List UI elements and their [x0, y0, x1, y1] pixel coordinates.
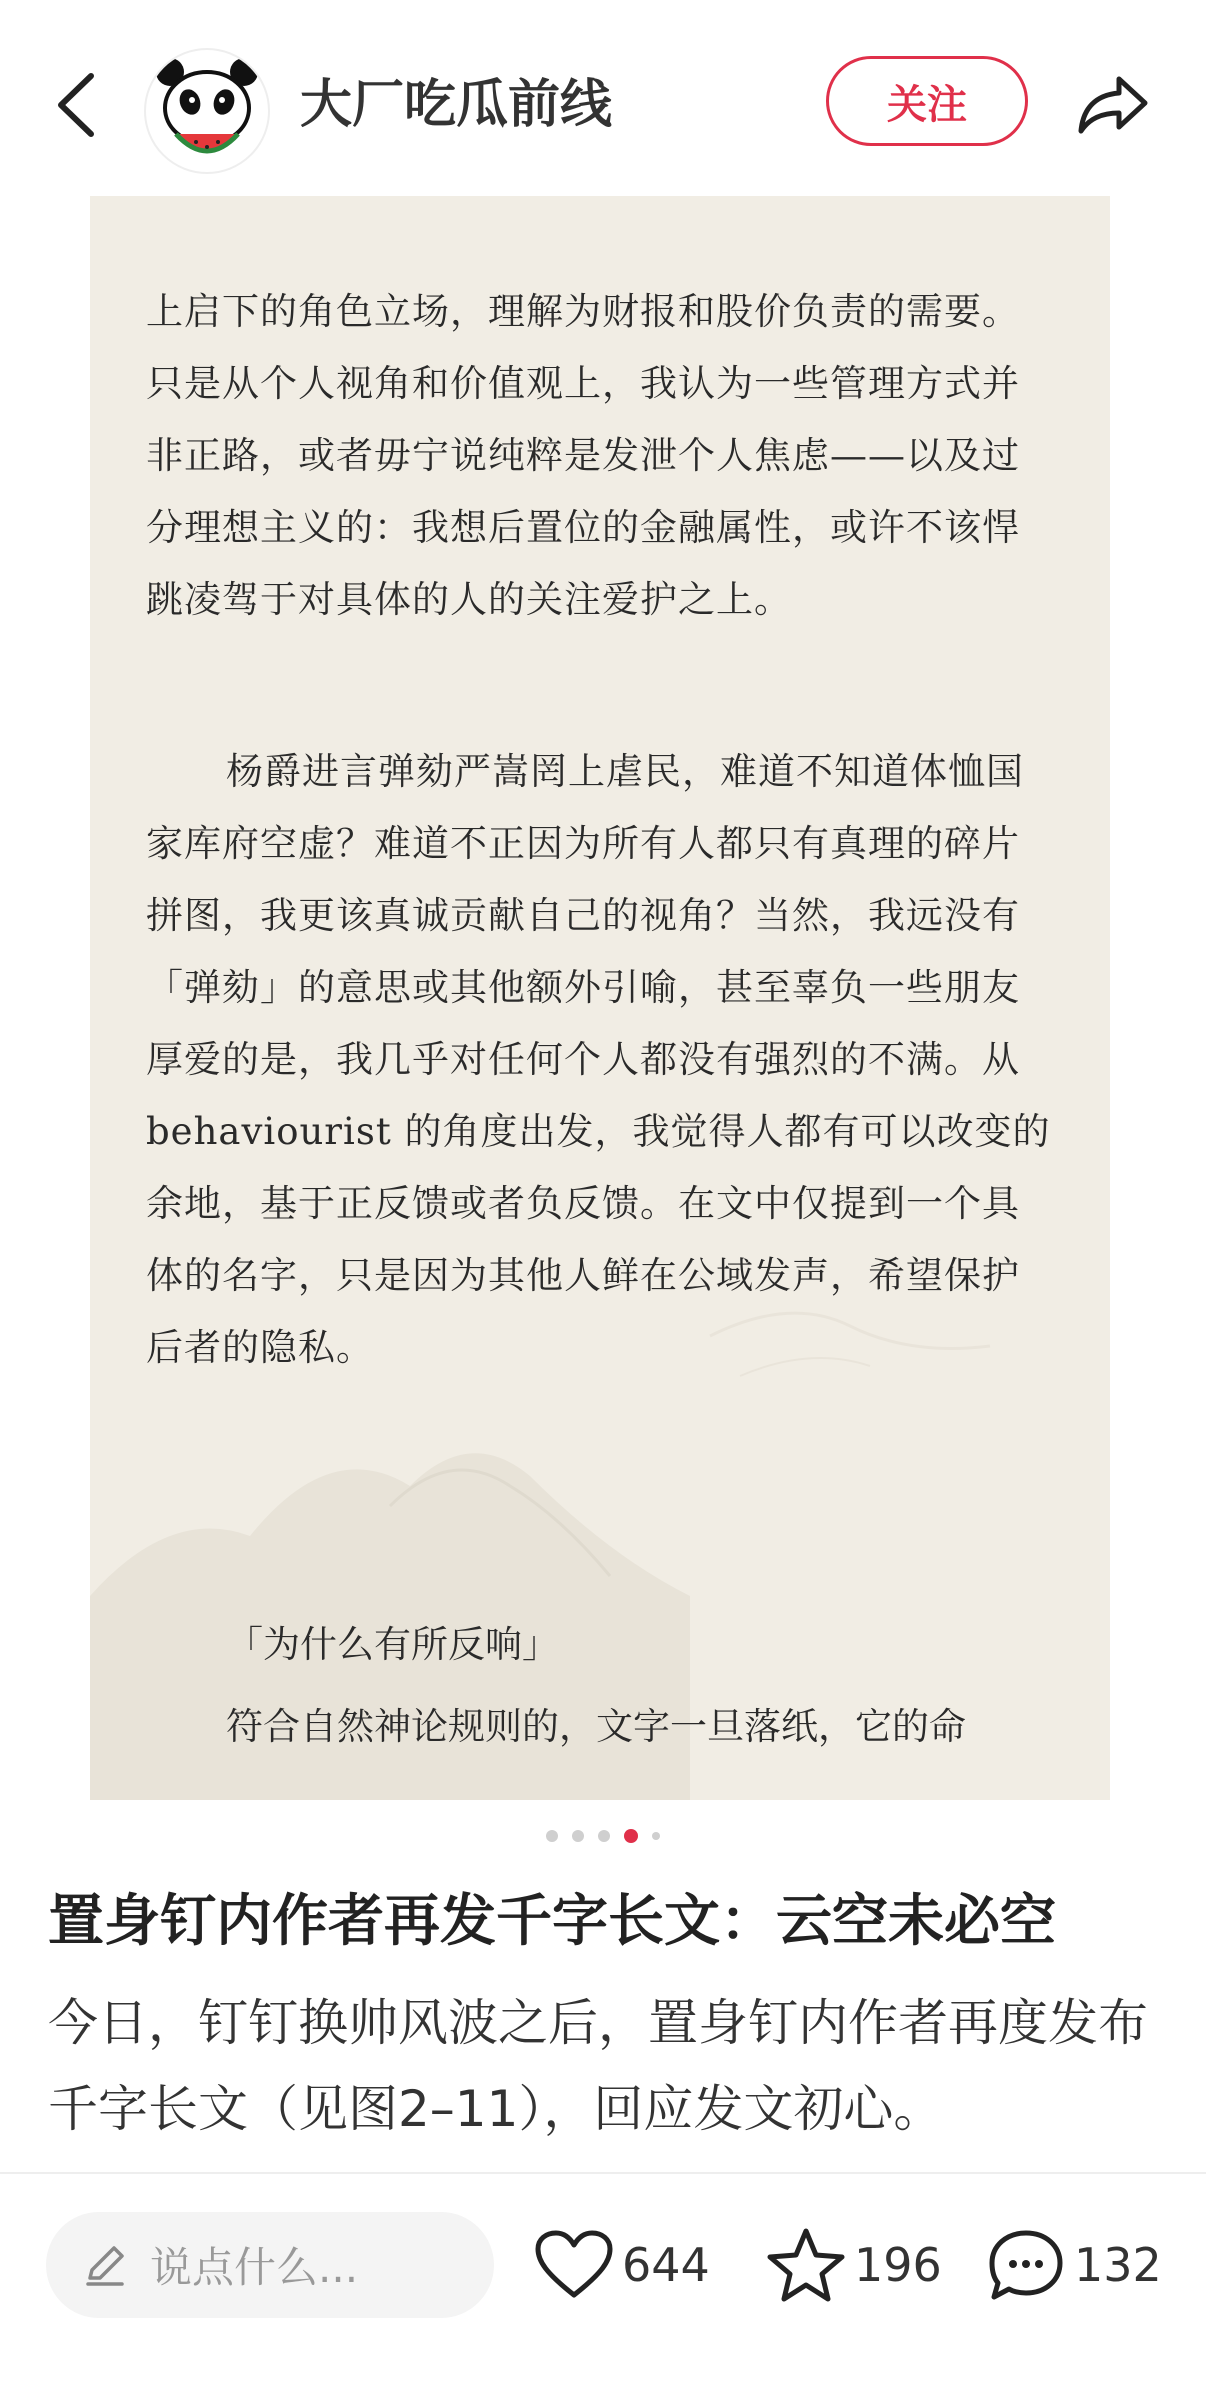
carousel-dot	[572, 1830, 584, 1842]
carousel-dot	[546, 1830, 558, 1842]
article-paragraph-3: 符合自然神论规则的，文字一旦落纸，它的命	[226, 1705, 966, 1748]
carousel-dot	[598, 1830, 610, 1842]
comment-placeholder: 说点什么...	[150, 2243, 359, 2292]
follow-button[interactable]: 关注	[826, 56, 1028, 146]
chevron-left-icon	[53, 70, 97, 140]
avatar[interactable]	[144, 48, 270, 174]
divider	[0, 2172, 1206, 2174]
like-button[interactable]	[534, 2212, 710, 2318]
comment-button[interactable]	[986, 2212, 1162, 2318]
comment-bubble-icon	[986, 2227, 1066, 2303]
comment-count: 132	[1074, 2238, 1162, 2292]
pencil-icon	[80, 2240, 130, 2290]
article-paragraph-2	[146, 736, 1056, 1384]
like-count: 644	[622, 2238, 710, 2292]
post-body: 今日，钉钉换帅风波之后，置身钉内作者再度发布千字长文（见图2–11），回应发文初心。	[48, 1994, 1148, 2138]
back-button[interactable]	[40, 60, 110, 150]
share-icon	[1075, 73, 1151, 137]
article-image[interactable]	[90, 196, 1110, 1800]
article-section-title: 「为什么有所反响」	[226, 1623, 559, 1666]
paragraph-text: 杨爵进言弹劾严嵩罔上虐民，难道不知道体恤国家库府空虚？难道不正因为所有人都只有真理的碎片拼图，我更该真诚贡献自己的视角？当然，我远没有「弹劾」的意思或其他额外引喻，甚至辜负一些朋友厚爱的是，我几乎对任何个人都没有强烈的不满。从 behaviourist 的角度出发，我觉得人都有可以改变的余地，基于正反馈或者负反馈。在文中仅提到一个具体的名字，只是因为其他人鲜在公域发声，希望保护后者的隐私。	[146, 750, 1051, 1369]
carousel-indicator	[0, 1830, 1206, 1843]
panda-avatar-icon	[146, 50, 268, 172]
favorite-button[interactable]	[766, 2212, 942, 2318]
carousel-dot	[652, 1832, 660, 1840]
paragraph-text: 上启下的角色立场，理解为财报和股价负责的需要。只是从个人视角和价值观上，我认为一些管理方式并非正路，或者毋宁说纯粹是发泄个人焦虑——以及过分理想主义的：我想后置位的金融属性，或许不该悍跳凌驾于对具体的人的关注爱护之上。	[146, 290, 1020, 621]
article-paragraph-1	[146, 276, 1056, 636]
author-name[interactable]: 大厂吃瓜前线	[300, 75, 613, 135]
favorite-count: 196	[854, 2238, 942, 2292]
carousel-dot-active	[624, 1829, 638, 1843]
top-bar	[0, 0, 1206, 196]
post-title: 置身钉内作者再发千字长文：云空未必空	[48, 1889, 1056, 1954]
star-icon	[766, 2227, 846, 2303]
heart-icon	[534, 2229, 614, 2301]
comment-input[interactable]	[46, 2212, 494, 2318]
share-button[interactable]	[1068, 60, 1158, 150]
